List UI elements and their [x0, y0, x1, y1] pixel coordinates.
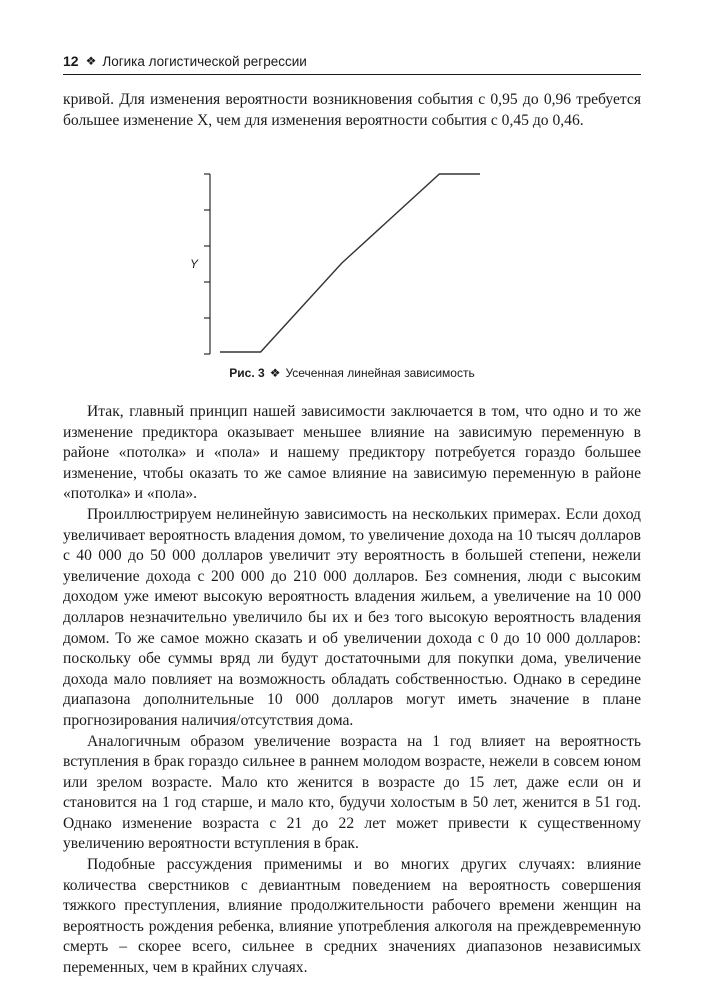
caption-label: Рис. 3: [229, 366, 265, 380]
paragraph: Итак, главный принцип нашей зависимости заключается в том, что одно и то же изменение предиктора оказывает меньшее влияние на зависимую переменную в районе «потолка» и «пола» и нашему предиктору потребуется гораздо большее изменение, чтобы оказать то же самое влияние на зависимую переменную в районе «потолка» и «пола».: [63, 403, 641, 503]
page-number: 12: [63, 53, 79, 69]
paragraph: Проиллюстрируем нелинейную зависимость на нескольких примерах. Если доход увеличивает вероятность владения домом, то увеличение дохода на 10 тысяч долларов с 40 000 до 50 000 долларов увеличит эту вероятность в большей степени, нежели увеличение дохода с 200 000 до 210 000 долларов. Без сомнения, люди с высоким доходом уже имеют высокую вероятность владения жильем, а увеличение на 10 000 долларов незначительно увеличило бы их и без того высокую вероятность владения домом. То же самое можно сказать и об увеличении дохода с 0 до 10 000 долларов: поскольку обе суммы вряд ли будут достаточными для покупки дома, увеличение дохода мало повлияет на возможность обладать собственностью. Однако в середине диапазона дополнительные 10 000 долларов могут иметь значение в плане прогнозирования наличия/отсутствия дома.: [63, 505, 641, 729]
caption-separator: ❖: [269, 366, 281, 380]
main-text: [63, 402, 641, 979]
header-rule: [63, 74, 641, 75]
figure-caption: [63, 366, 641, 380]
truncated-linear-chart: [190, 164, 500, 360]
intro-text: [63, 90, 641, 131]
header-separator: ❖: [85, 54, 97, 68]
paragraph: Подобные рассуждения применимы и во многих других случаях: влияние количества сверстников с девиантным поведением на вероятность совершения тяжкого преступления, влияние продолжительности рабочего времени женщин на вероятность рождения ребенка, влияние употребления алкоголя на преждевременную смерть – скорее всего, сильнее в средних значениях диапазонов независимых переменных, чем в крайних случаях.: [63, 856, 641, 977]
y-axis-label: Y: [190, 257, 199, 271]
intro-paragraph: кривой. Для изменения вероятности возникновения события с 0,95 до 0,96 требуется большее изменение X, чем для изменения вероятности события с 0,45 до 0,46.: [63, 91, 641, 129]
running-header: [63, 50, 641, 72]
series-line: [220, 174, 480, 352]
paragraph: Аналогичным образом увеличение возраста на 1 год влияет на вероятность вступления в брак гораздо сильнее в раннем молодом возрасте, нежели в совсем юном или зрелом возрасте. Мало кто женится в возрасте до 15 лет, даже если он и становится на 1 год старше, и мало кто, будучи холостым в 50 лет, женится в 51 год. Однако изменение возраста с 21 до 22 лет может привести к существенному увеличению вероятности вступления в брак.: [63, 732, 641, 853]
caption-text: Усеченная линейная зависимость: [285, 366, 475, 380]
y-axis-ticks: [204, 174, 210, 354]
running-title: Логика логистической регрессии: [102, 53, 307, 69]
